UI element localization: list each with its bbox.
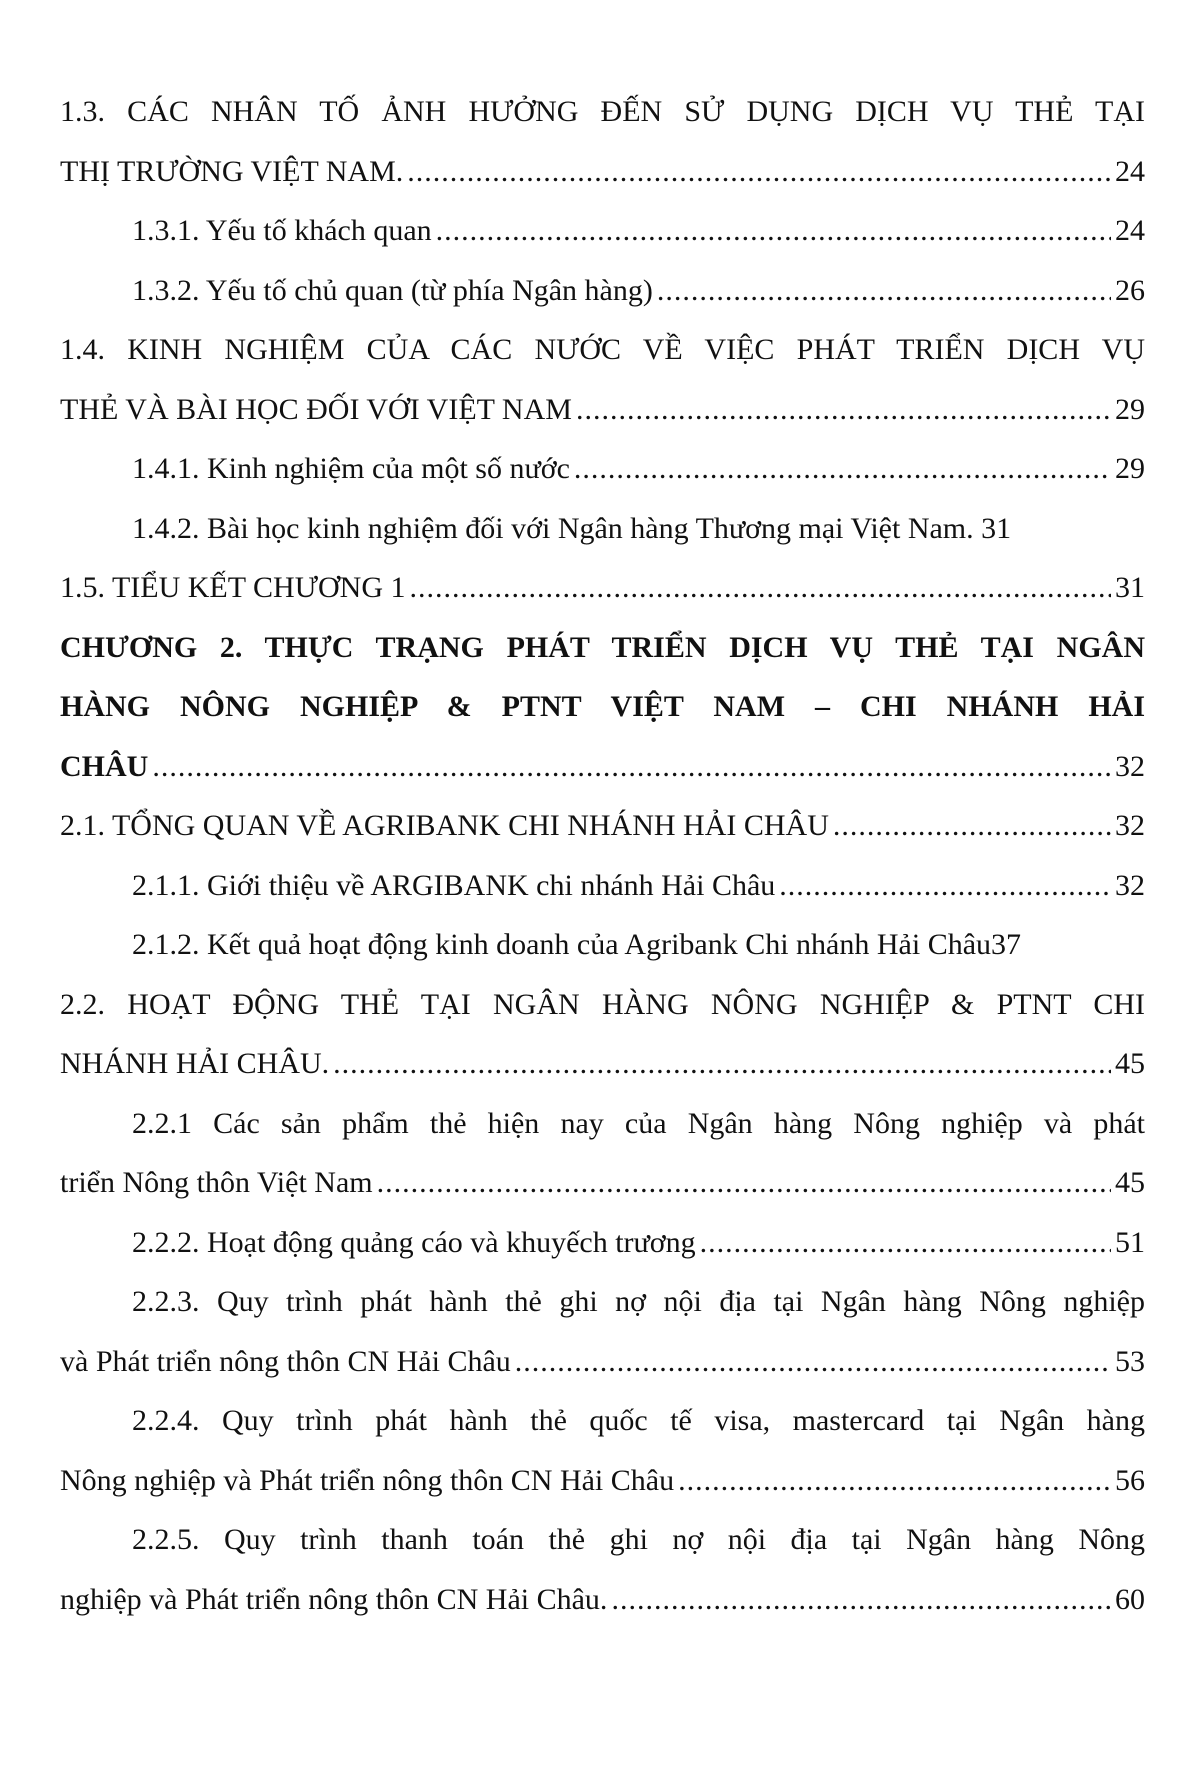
page-number: 56 — [1115, 1463, 1145, 1497]
toc-entry[interactable] — [60, 796, 1145, 856]
toc-entry-text: 2.1. TỔNG QUAN VỀ AGRIBANK CHI NHÁNH HẢI CHÂU — [60, 809, 829, 842]
toc-entry[interactable] — [60, 1034, 1145, 1094]
toc-entry-text: 1.4.2. Bài học kinh nghiệm đối với Ngân hàng Thương mại Việt Nam. 31 — [132, 511, 1012, 545]
toc-entry-text: THẺ VÀ BÀI HỌC ĐỐI VỚI VIỆT NAM — [60, 392, 572, 426]
toc-entry[interactable] — [60, 915, 1145, 975]
toc-entry[interactable] — [60, 558, 1145, 618]
dot-leader — [576, 380, 1111, 440]
dot-leader — [833, 796, 1111, 856]
toc-entry-text: 1.4.1. Kinh nghiệm của một số nước — [132, 452, 570, 485]
toc-entry-line: 2.2.5. Quy trình thanh toán thẻ ghi nợ nội địa tại Ngân hàng Nông — [132, 1523, 1145, 1556]
dot-leader — [700, 1213, 1111, 1273]
page-number: 51 — [1115, 1225, 1145, 1259]
page-number: 45 — [1115, 1166, 1145, 1199]
page-number: 45 — [1115, 1047, 1145, 1080]
toc-entry-line: 1.3. CÁC NHÂN TỐ ẢNH HƯỞNG ĐẾN SỬ DỤNG DỊCH VỤ THẺ TẠI — [60, 95, 1145, 128]
toc-entry-text: CHÂU — [60, 749, 149, 783]
toc-entry-text: 2.1.1. Giới thiệu về ARGIBANK chi nhánh Hải Châu — [132, 868, 776, 902]
page-number: 24 — [1115, 154, 1145, 188]
toc-entry[interactable] — [60, 439, 1145, 499]
toc-entry-line: 2.2.3. Quy trình phát hành thẻ ghi nợ nội địa tại Ngân hàng Nông nghiệp — [132, 1285, 1145, 1318]
toc-entry[interactable] — [60, 1332, 1145, 1392]
toc-entry-line: 1.4. KINH NGHIỆM CỦA CÁC NƯỚC VỀ VIỆC PHÁT TRIỂN DỊCH VỤ — [60, 333, 1145, 366]
dot-leader — [574, 439, 1111, 499]
page-number: 60 — [1115, 1582, 1145, 1616]
dot-leader — [333, 1034, 1111, 1094]
toc-entry-text: 2.2.2. Hoạt động quảng cáo và khuyếch trương — [132, 1225, 696, 1259]
chapter-heading-line: HÀNG NÔNG NGHIỆP & PTNT VIỆT NAM – CHI NHÁNH HẢI — [60, 690, 1145, 723]
toc-entry-line: 2.2.1 Các sản phẩm thẻ hiện nay của Ngân hàng Nông nghiệp và phát — [132, 1106, 1145, 1140]
dot-leader — [409, 558, 1111, 618]
toc-entry[interactable] — [60, 380, 1145, 440]
dot-leader — [436, 201, 1111, 261]
dot-leader — [377, 1153, 1111, 1213]
page-number: 32 — [1115, 868, 1145, 902]
toc-entry[interactable] — [60, 1570, 1145, 1630]
toc-entry-line: 2.2.4. Quy trình phát hành thẻ quốc tế visa, mastercard tại Ngân hàng — [132, 1404, 1145, 1437]
toc-entry-line: 2.2. HOẠT ĐỘNG THẺ TẠI NGÂN HÀNG NÔNG NGHIỆP & PTNT CHI — [60, 987, 1145, 1021]
chapter-heading-line: CHƯƠNG 2. THỰC TRẠNG PHÁT TRIỂN DỊCH VỤ THẺ TẠI NGÂN — [60, 630, 1145, 664]
toc-entry-text: 2.1.2. Kết quả hoạt động kinh doanh của Agribank Chi nhánh Hải Châu37 — [132, 928, 1022, 961]
toc-entry[interactable] — [60, 499, 1145, 559]
toc-entry[interactable] — [60, 1451, 1145, 1511]
toc-entry-text: THỊ TRƯỜNG VIỆT NAM. — [60, 154, 404, 188]
page-number: 32 — [1115, 749, 1145, 783]
toc-entry[interactable] — [60, 1153, 1145, 1213]
table-of-contents — [60, 82, 1145, 1629]
toc-entry[interactable] — [60, 261, 1145, 321]
dot-leader — [678, 1451, 1111, 1511]
dot-leader — [657, 261, 1111, 321]
page-number: 53 — [1115, 1344, 1145, 1378]
toc-entry-text: NHÁNH HẢI CHÂU. — [60, 1047, 330, 1080]
toc-entry-text: và Phát triển nông thôn CN Hải Châu — [60, 1344, 511, 1378]
chapter-entry[interactable] — [60, 737, 1145, 797]
toc-entry[interactable] — [60, 142, 1145, 202]
dot-leader — [611, 1570, 1111, 1630]
dot-leader — [515, 1332, 1111, 1392]
toc-entry-text: Nông nghiệp và Phát triển nông thôn CN Hải Châu — [60, 1463, 675, 1497]
page-number: 31 — [1115, 571, 1145, 604]
dot-leader — [779, 856, 1111, 916]
toc-entry-text: 1.5. TIỂU KẾT CHƯƠNG 1 — [60, 571, 406, 604]
toc-entry[interactable] — [60, 856, 1145, 916]
dot-leader — [152, 737, 1111, 797]
toc-entry-text: 1.3.2. Yếu tố chủ quan (từ phía Ngân hàng) — [132, 273, 653, 307]
page-number: 32 — [1115, 809, 1145, 842]
toc-entry[interactable] — [60, 201, 1145, 261]
toc-entry-text: triển Nông thôn Việt Nam — [60, 1166, 373, 1199]
page-number: 24 — [1115, 214, 1145, 247]
toc-entry-text: nghiệp và Phát triển nông thôn CN Hải Châu. — [60, 1582, 608, 1616]
toc-entry-text: 1.3.1. Yếu tố khách quan — [132, 214, 432, 247]
page-number: 29 — [1115, 392, 1145, 426]
page-number: 29 — [1115, 452, 1145, 485]
page-number: 26 — [1115, 273, 1145, 307]
toc-entry[interactable] — [60, 1213, 1145, 1273]
dot-leader — [407, 142, 1111, 202]
